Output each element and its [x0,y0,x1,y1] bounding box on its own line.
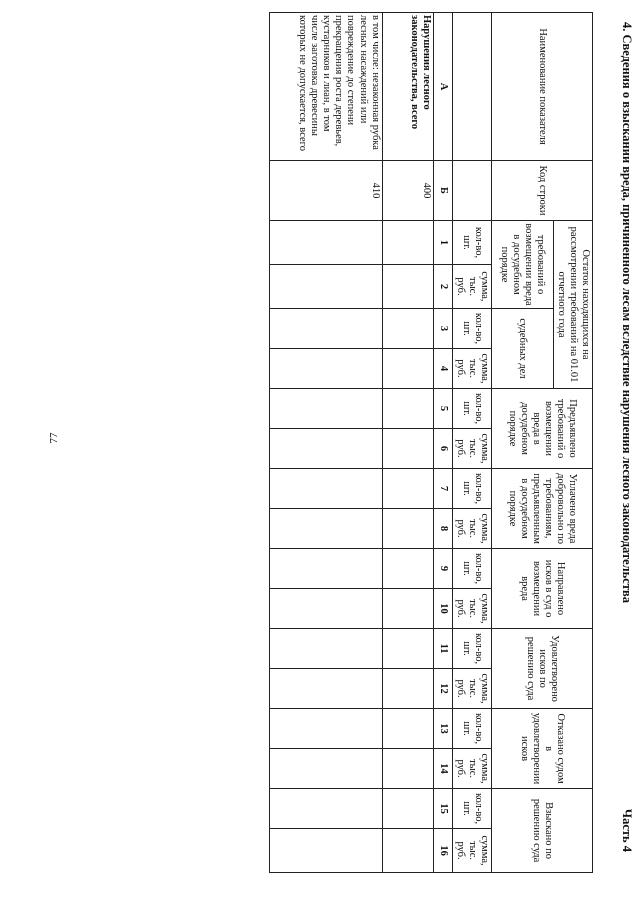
header-collected: Взыскано по решению суда [491,789,592,873]
header-qty: кол-во, шт. [452,629,491,669]
data-cell[interactable] [382,789,433,829]
header-presented: Предъявлено требований о возмещении вреда в досудебном порядке [491,389,592,469]
col-num: 8 [433,509,452,549]
header-sub-claims: требований о возмещении вреда в досудебном порядке [491,221,553,309]
row-label: в том числе: незаконная рубка лесных насаждений или повреждение до степени прекращения роста деревьев, кустарников и лиан, в том числе заготовка древесины которых не допускается, всего [269,13,382,161]
col-num: 4 [433,349,452,389]
header-sum: сумма, тыс. руб. [452,265,491,309]
header-indicator-cont [452,13,491,161]
header-code-cont [452,161,491,221]
header-qty: кол-во, шт. [452,221,491,265]
header-sub-court: судебных дел [491,309,553,389]
data-cell[interactable] [382,389,433,429]
data-cell[interactable] [382,309,433,349]
data-cell[interactable] [269,469,382,509]
col-num-a: А [433,13,452,161]
col-num: 10 [433,589,452,629]
header-refused: Отказано судом в удовлетворении исков [491,709,592,789]
col-num: 2 [433,265,452,309]
header-qty: кол-во, шт. [452,789,491,829]
data-cell[interactable] [382,669,433,709]
header-code: Код строки [491,161,592,221]
col-num: 7 [433,469,452,509]
data-cell[interactable] [269,789,382,829]
rotated-page-content [18,12,638,872]
col-num: 16 [433,829,452,873]
header-qty: кол-во, шт. [452,709,491,749]
data-cell[interactable] [382,749,433,789]
data-cell[interactable] [269,709,382,749]
col-num-b: Б [433,161,452,221]
data-cell[interactable] [269,309,382,349]
header-qty: кол-во, шт. [452,309,491,349]
header-sum: сумма, тыс. руб. [452,669,491,709]
section-header [612,22,638,852]
data-cell[interactable] [382,265,433,309]
data-cell[interactable] [269,629,382,669]
data-cell[interactable] [382,829,433,873]
data-cell[interactable] [269,265,382,309]
section-title: 4. Сведения о взыскании вреда, причиненного лесам вследствие нарушения лесного законодательства [620,22,634,603]
data-cell[interactable] [269,349,382,389]
data-cell[interactable] [382,429,433,469]
data-cell[interactable] [382,349,433,389]
table-row [382,13,433,873]
header-paid: Уплачено вреда добровольно по требованиям, предъявленным в досудебном порядке [491,469,592,549]
header-indicator: Наименование показателя [491,13,592,161]
row-label: Нарушения лесного законодательства, всего [382,13,433,161]
row-code: 400 [382,161,433,221]
col-num: 14 [433,749,452,789]
data-cell[interactable] [269,389,382,429]
data-cell[interactable] [269,669,382,709]
data-cell[interactable] [269,829,382,873]
header-sum: сумма, тыс. руб. [452,509,491,549]
col-num: 12 [433,669,452,709]
data-cell[interactable] [269,549,382,589]
data-cell[interactable] [382,709,433,749]
data-cell[interactable] [382,549,433,589]
header-sum: сумма, тыс. руб. [452,829,491,873]
col-num: 15 [433,789,452,829]
table-row [269,13,382,873]
header-satisfied: Удовлетворено исков по решению суда [491,629,592,709]
data-cell[interactable] [269,429,382,469]
col-num: 9 [433,549,452,589]
page-number: 77 [48,432,60,444]
header-sum: сумма, тыс. руб. [452,429,491,469]
header-qty: кол-во, шт. [452,389,491,429]
data-cell[interactable] [382,629,433,669]
col-num: 3 [433,309,452,349]
data-cell[interactable] [382,221,433,265]
header-sum: сумма, тыс. руб. [452,749,491,789]
header-remainder: Остаток находящихся на рассмотрении требований на 01.01 отчетного года [553,221,592,389]
col-num: 1 [433,221,452,265]
header-sum: сумма, тыс. руб. [452,349,491,389]
claims-table [269,12,593,873]
col-num: 11 [433,629,452,669]
data-cell[interactable] [269,221,382,265]
col-num: 13 [433,709,452,749]
part-label: Часть 4 [620,808,634,852]
col-num: 5 [433,389,452,429]
header-qty: кол-во, шт. [452,549,491,589]
data-cell[interactable] [269,589,382,629]
data-cell[interactable] [269,509,382,549]
header-sent: Направлено исков в суд о возмещении вреда [491,549,592,629]
header-sum: сумма, тыс. руб. [452,589,491,629]
data-cell[interactable] [382,509,433,549]
col-num: 6 [433,429,452,469]
data-cell[interactable] [269,749,382,789]
row-code: 410 [269,161,382,221]
header-qty: кол-во, шт. [452,469,491,509]
data-cell[interactable] [382,469,433,509]
data-cell[interactable] [382,589,433,629]
